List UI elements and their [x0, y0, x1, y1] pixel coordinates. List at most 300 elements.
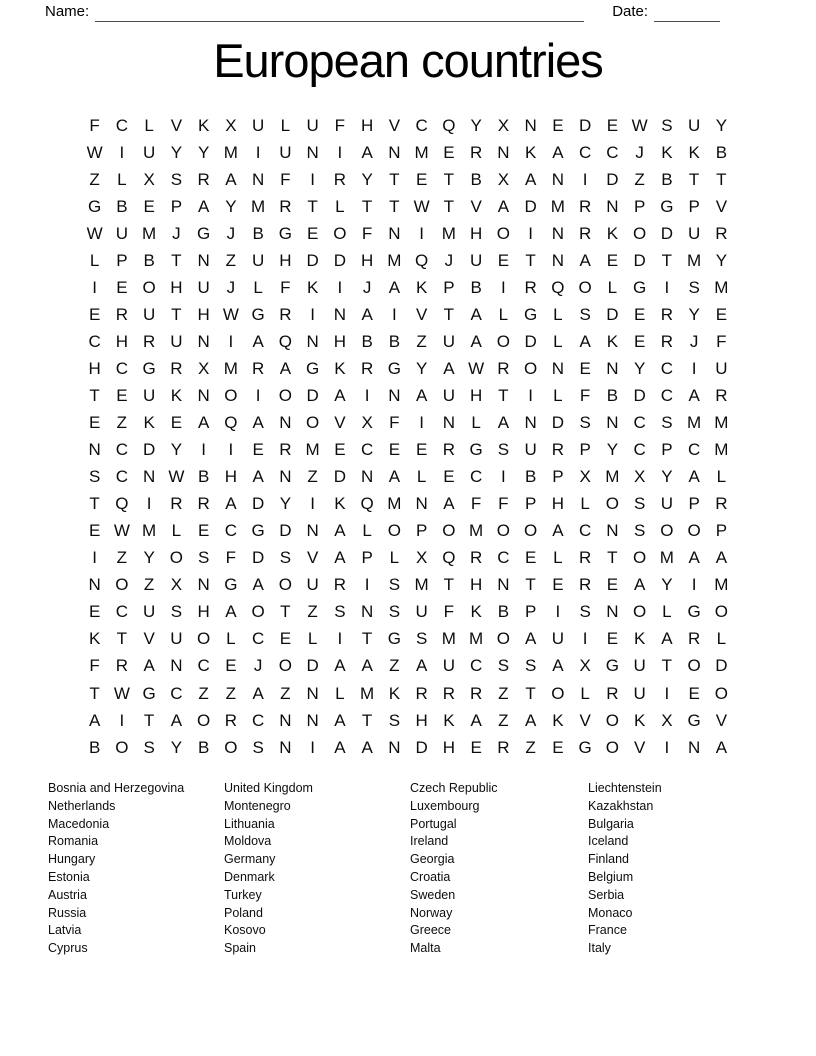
- grid-letter: K: [470, 602, 482, 622]
- grid-letter: A: [279, 358, 292, 378]
- grid-letter: E: [552, 737, 564, 757]
- grid-letter: I: [201, 440, 206, 460]
- grid-letter: Z: [634, 169, 645, 189]
- grid-letter: V: [388, 115, 401, 135]
- grid-letter: B: [606, 385, 619, 405]
- grid-letter: G: [387, 629, 401, 649]
- grid-letter: A: [88, 710, 101, 730]
- grid-letter: U: [442, 656, 456, 676]
- word-item: Serbia: [588, 887, 625, 902]
- grid-letter: O: [442, 521, 456, 541]
- word-item: Liechtenstein: [588, 781, 662, 795]
- grid-letter: K: [388, 683, 401, 703]
- grid-letter: O: [687, 656, 701, 676]
- grid-letter: I: [501, 467, 506, 487]
- grid-letter: Z: [525, 737, 536, 757]
- grid-letter: N: [551, 223, 565, 243]
- grid-letter: G: [469, 440, 483, 460]
- grid-letter: R: [715, 385, 728, 405]
- grid-letter: Y: [633, 358, 646, 378]
- grid-letter: S: [388, 602, 401, 622]
- grid-letter: I: [255, 142, 261, 162]
- grid-letter: E: [279, 629, 292, 649]
- date-label: Date:: [612, 3, 649, 20]
- grid-letter: E: [88, 602, 101, 622]
- grid-letter: X: [361, 413, 373, 433]
- grid-letter: L: [280, 115, 291, 135]
- grid-letter: S: [633, 494, 646, 514]
- grid-letter: O: [496, 331, 510, 351]
- grid-letter: O: [197, 710, 211, 730]
- grid-letter: T: [716, 169, 727, 189]
- grid-letter: E: [116, 277, 128, 297]
- grid-letter: N: [88, 440, 101, 460]
- grid-letter: Y: [197, 142, 210, 162]
- grid-letter: Z: [143, 575, 155, 595]
- grid-letter: I: [337, 629, 343, 649]
- grid-letter: D: [524, 196, 537, 216]
- grid-letter: X: [497, 115, 510, 135]
- grid-letter: N: [142, 467, 156, 487]
- grid-letter: B: [361, 331, 373, 351]
- grid-letter: S: [388, 575, 401, 595]
- grid-letter: B: [197, 737, 210, 757]
- grid-letter: I: [337, 142, 343, 162]
- grid-letter: R: [279, 440, 292, 460]
- grid-letter: H: [170, 277, 183, 297]
- word-item: Iceland: [588, 834, 629, 849]
- grid-letter: A: [552, 656, 564, 676]
- grid-letter: A: [252, 575, 264, 595]
- grid-letter: E: [552, 575, 564, 595]
- grid-letter: A: [415, 385, 428, 405]
- grid-letter: O: [142, 277, 156, 297]
- grid-letter: B: [252, 223, 264, 243]
- grid-letter: R: [415, 683, 428, 703]
- grid-letter: A: [252, 331, 264, 351]
- grid-letter: F: [225, 548, 237, 568]
- name-label: Name:: [45, 3, 90, 20]
- grid-letter: N: [551, 250, 565, 270]
- grid-letter: T: [443, 304, 455, 324]
- grid-letter: X: [661, 710, 673, 730]
- grid-letter: O: [278, 656, 292, 676]
- grid-letter: I: [310, 494, 315, 514]
- grid-letter: M: [223, 142, 238, 162]
- grid-letter: M: [687, 413, 702, 433]
- grid-letter: C: [360, 440, 374, 460]
- grid-letter: A: [334, 521, 346, 541]
- grid-letter: O: [633, 548, 647, 568]
- grid-letter: I: [146, 494, 152, 514]
- grid-letter: C: [469, 656, 483, 676]
- grid-letter: V: [715, 710, 728, 730]
- grid-letter: T: [661, 250, 673, 270]
- grid-letter: M: [142, 223, 157, 243]
- grid-letter: S: [661, 413, 673, 433]
- grid-letter: M: [441, 629, 456, 649]
- grid-letter: P: [415, 521, 428, 541]
- grid-letter: U: [251, 250, 265, 270]
- grid-letter: A: [524, 169, 537, 189]
- grid-letter: L: [171, 521, 182, 541]
- grid-letter: T: [389, 196, 400, 216]
- word-item: Cyprus: [48, 941, 88, 956]
- grid-letter: J: [362, 277, 372, 297]
- grid-letter: W: [413, 196, 430, 216]
- grid-letter: N: [333, 304, 347, 324]
- grid-letter: O: [633, 223, 647, 243]
- grid-letter: T: [361, 196, 373, 216]
- grid-letter: L: [89, 250, 100, 270]
- grid-letter: Q: [442, 115, 456, 135]
- grid-letter: R: [142, 331, 156, 351]
- grid-letter: R: [170, 494, 183, 514]
- grid-letter: S: [334, 602, 346, 622]
- grid-letter: F: [280, 277, 291, 297]
- grid-letter: P: [552, 467, 564, 487]
- grid-letter: T: [443, 196, 455, 216]
- grid-letter: R: [687, 629, 701, 649]
- grid-letter: O: [551, 683, 565, 703]
- grid-letter: H: [360, 115, 374, 135]
- grid-letter: T: [525, 575, 536, 595]
- grid-letter: M: [441, 223, 456, 243]
- grid-letter: B: [388, 331, 401, 351]
- grid-letter: I: [364, 575, 370, 595]
- grid-letter: N: [388, 737, 401, 757]
- grid-letter: T: [688, 169, 700, 189]
- grid-letter: I: [92, 548, 97, 568]
- grid-letter: P: [524, 494, 537, 514]
- grid-letter: G: [251, 521, 265, 541]
- word-item: Bosnia and Herzegovina: [48, 781, 185, 795]
- grid-letter: C: [497, 548, 510, 568]
- grid-letter: I: [392, 304, 397, 324]
- grid-letter: L: [253, 277, 263, 297]
- grid-letter: P: [688, 196, 700, 216]
- grid-letter: B: [116, 196, 128, 216]
- grid-letter: K: [197, 115, 210, 135]
- grid-letter: O: [333, 223, 347, 243]
- grid-letter: A: [470, 304, 482, 324]
- grid-letter: I: [419, 223, 424, 243]
- grid-letter: E: [524, 548, 537, 568]
- grid-letter: E: [579, 358, 591, 378]
- grid-letter: T: [498, 385, 509, 405]
- grid-letter: X: [197, 358, 210, 378]
- grid-letter: C: [170, 683, 183, 703]
- grid-letter: P: [661, 440, 673, 460]
- grid-letter: G: [306, 358, 320, 378]
- grid-letter: G: [197, 223, 211, 243]
- grid-letter: N: [551, 169, 565, 189]
- word-item: Romania: [48, 834, 99, 849]
- grid-letter: N: [388, 223, 401, 243]
- grid-letter: M: [305, 440, 320, 460]
- grid-letter: U: [142, 304, 156, 324]
- grid-letter: C: [115, 440, 129, 460]
- word-item: Finland: [588, 852, 629, 867]
- grid-letter: D: [578, 115, 592, 135]
- grid-letter: X: [579, 656, 591, 676]
- grid-letter: U: [170, 331, 183, 351]
- grid-letter: U: [687, 223, 701, 243]
- grid-letter: B: [524, 467, 537, 487]
- grid-letter: Z: [280, 683, 291, 703]
- grid-letter: K: [443, 710, 455, 730]
- grid-letter: F: [443, 602, 455, 622]
- grid-letter: L: [335, 683, 345, 703]
- grid-letter: K: [306, 277, 319, 297]
- grid-letter: L: [553, 385, 563, 405]
- grid-letter: R: [715, 494, 728, 514]
- grid-letter: T: [171, 304, 182, 324]
- grid-letter: V: [470, 196, 482, 216]
- grid-letter: O: [197, 629, 211, 649]
- grid-letter: I: [419, 413, 424, 433]
- grid-letter: G: [142, 358, 156, 378]
- word-column: [410, 780, 498, 958]
- word-item: Lithuania: [224, 816, 275, 831]
- grid-letter: P: [633, 196, 646, 216]
- grid-letter: T: [661, 656, 673, 676]
- grid-letter: Q: [442, 548, 456, 568]
- grid-letter: A: [415, 656, 428, 676]
- grid-letter: O: [633, 602, 647, 622]
- word-item: Norway: [410, 905, 453, 920]
- grid-letter: E: [88, 413, 101, 433]
- grid-letter: M: [223, 358, 238, 378]
- grid-letter: Y: [170, 440, 183, 460]
- word-item: Moldova: [224, 834, 272, 849]
- grid-letter: M: [605, 467, 620, 487]
- grid-letter: V: [415, 304, 428, 324]
- grid-letter: M: [714, 575, 729, 595]
- grid-letter: U: [170, 629, 183, 649]
- grid-letter: I: [119, 142, 125, 162]
- grid-letter: T: [171, 250, 182, 270]
- grid-letter: S: [579, 413, 591, 433]
- grid-letter: G: [524, 304, 538, 324]
- grid-letter: R: [279, 304, 292, 324]
- grid-letter: Y: [715, 115, 728, 135]
- grid-letter: U: [142, 602, 156, 622]
- grid-letter: V: [143, 629, 155, 649]
- grid-letter: K: [415, 277, 428, 297]
- grid-letter: P: [443, 277, 455, 297]
- grid-letter: N: [687, 737, 701, 757]
- grid-letter: L: [716, 467, 727, 487]
- grid-letter: R: [497, 737, 510, 757]
- grid-letter: O: [278, 575, 292, 595]
- grid-letter: A: [443, 494, 455, 514]
- grid-letter: R: [197, 494, 210, 514]
- word-item: Estonia: [48, 869, 90, 884]
- grid-letter: Y: [661, 467, 673, 487]
- grid-letter: I: [310, 304, 315, 324]
- grid-letter: R: [660, 331, 674, 351]
- grid-letter: D: [524, 331, 537, 351]
- grid-letter: V: [715, 196, 728, 216]
- grid-letter: I: [664, 683, 670, 703]
- grid-letter: B: [715, 142, 728, 162]
- grid-letter: N: [606, 413, 619, 433]
- grid-letter: O: [251, 602, 265, 622]
- word-item: Poland: [224, 905, 263, 920]
- grid-letter: E: [633, 304, 646, 324]
- grid-letter: C: [251, 629, 265, 649]
- grid-letter: O: [605, 494, 619, 514]
- grid-letter: V: [170, 115, 183, 135]
- grid-letter: T: [525, 683, 536, 703]
- grid-letter: W: [86, 223, 103, 243]
- grid-letter: L: [607, 277, 618, 297]
- grid-letter: Z: [116, 548, 128, 568]
- grid-letter: E: [334, 440, 346, 460]
- grid-letter: A: [497, 413, 510, 433]
- grid-letter: R: [524, 277, 537, 297]
- grid-letter: U: [115, 223, 129, 243]
- grid-letter: J: [253, 656, 263, 676]
- grid-letter: L: [144, 115, 154, 135]
- grid-letter: Z: [498, 683, 509, 703]
- grid-letter: T: [443, 169, 455, 189]
- grid-letter: S: [252, 737, 264, 757]
- grid-letter: X: [579, 467, 591, 487]
- grid-letter: U: [687, 115, 701, 135]
- grid-letter: N: [360, 467, 374, 487]
- grid-letter: S: [415, 629, 428, 649]
- grid-letter: R: [660, 304, 674, 324]
- grid-letter: Z: [307, 467, 318, 487]
- word-item: Georgia: [410, 852, 455, 867]
- grid-letter: O: [224, 737, 238, 757]
- grid-letter: P: [116, 250, 128, 270]
- grid-letter: R: [224, 710, 238, 730]
- grid-letter: D: [142, 440, 156, 460]
- grid-letter: O: [496, 629, 510, 649]
- grid-letter: O: [115, 737, 129, 757]
- grid-letter: I: [228, 331, 234, 351]
- grid-letter: E: [470, 737, 482, 757]
- grid-letter: K: [606, 223, 619, 243]
- grid-letter: Z: [389, 656, 400, 676]
- word-column: [588, 780, 662, 958]
- grid-letter: I: [255, 385, 261, 405]
- grid-letter: T: [607, 548, 618, 568]
- grid-letter: C: [251, 710, 265, 730]
- grid-letter: H: [197, 304, 210, 324]
- grid-letter: E: [715, 304, 728, 324]
- word-item: Austria: [48, 887, 87, 902]
- grid-letter: A: [388, 467, 401, 487]
- grid-letter: R: [578, 548, 592, 568]
- grid-letter: O: [605, 737, 619, 757]
- word-item: Spain: [224, 941, 256, 956]
- grid-letter: A: [252, 413, 264, 433]
- grid-letter: N: [306, 683, 319, 703]
- grid-letter: D: [606, 304, 619, 324]
- grid-letter: J: [226, 277, 236, 297]
- grid-letter: U: [442, 331, 456, 351]
- word-item: Greece: [410, 923, 451, 938]
- word-item: Monaco: [588, 905, 633, 920]
- grid-letter: H: [197, 602, 210, 622]
- grid-letter: A: [197, 413, 210, 433]
- grid-letter: S: [524, 656, 537, 676]
- grid-letter: K: [661, 142, 673, 162]
- grid-letter: S: [388, 710, 401, 730]
- grid-letter: S: [497, 656, 510, 676]
- grid-letter: A: [334, 710, 346, 730]
- grid-letter: Y: [361, 169, 373, 189]
- grid-letter: G: [142, 683, 156, 703]
- grid-letter: A: [715, 737, 728, 757]
- grid-letter: S: [88, 467, 101, 487]
- grid-letter: M: [714, 440, 729, 460]
- grid-letter: U: [469, 250, 483, 270]
- grid-letter: Y: [225, 196, 237, 216]
- word-item: Sweden: [410, 887, 456, 902]
- grid-letter: R: [551, 440, 565, 460]
- grid-letter: D: [306, 656, 319, 676]
- grid-letter: C: [115, 358, 129, 378]
- grid-letter: Y: [470, 115, 482, 135]
- grid-letter: U: [306, 115, 319, 135]
- grid-letter: T: [361, 710, 373, 730]
- grid-letter: C: [115, 467, 129, 487]
- grid-letter: E: [443, 142, 455, 162]
- grid-letter: O: [387, 521, 401, 541]
- grid-letter: S: [170, 602, 183, 622]
- grid-letter: D: [660, 223, 674, 243]
- grid-letter: N: [197, 575, 210, 595]
- grid-letter: N: [197, 250, 210, 270]
- grid-letter: N: [606, 521, 619, 541]
- grid-letter: N: [279, 710, 292, 730]
- grid-letter: T: [89, 385, 100, 405]
- grid-letter: O: [496, 223, 510, 243]
- grid-letter: E: [197, 521, 210, 541]
- grid-letter: Y: [415, 358, 428, 378]
- name-blank-line: [95, 4, 584, 22]
- grid-letter: U: [279, 142, 292, 162]
- grid-letter: N: [497, 142, 510, 162]
- grid-letter: S: [661, 115, 673, 135]
- grid-letter: L: [416, 467, 427, 487]
- grid-letter: N: [497, 575, 510, 595]
- grid-letter: H: [469, 223, 483, 243]
- grid-letter: J: [635, 142, 644, 162]
- grid-letter: R: [170, 358, 183, 378]
- grid-letter: I: [664, 737, 670, 757]
- grid-letter: V: [334, 413, 346, 433]
- grid-letter: E: [88, 521, 101, 541]
- grid-letter: Z: [198, 683, 209, 703]
- grid-letter: A: [552, 142, 564, 162]
- grid-letter: Y: [688, 304, 700, 324]
- grid-letter: V: [306, 548, 319, 568]
- grid-letter: A: [334, 656, 346, 676]
- grid-letter: C: [578, 142, 592, 162]
- grid-letter: N: [306, 710, 319, 730]
- grid-letter: L: [662, 602, 672, 622]
- grid-letter: H: [415, 710, 428, 730]
- word-item: Kazakhstan: [588, 798, 654, 813]
- grid-letter: M: [142, 521, 157, 541]
- grid-letter: R: [279, 196, 292, 216]
